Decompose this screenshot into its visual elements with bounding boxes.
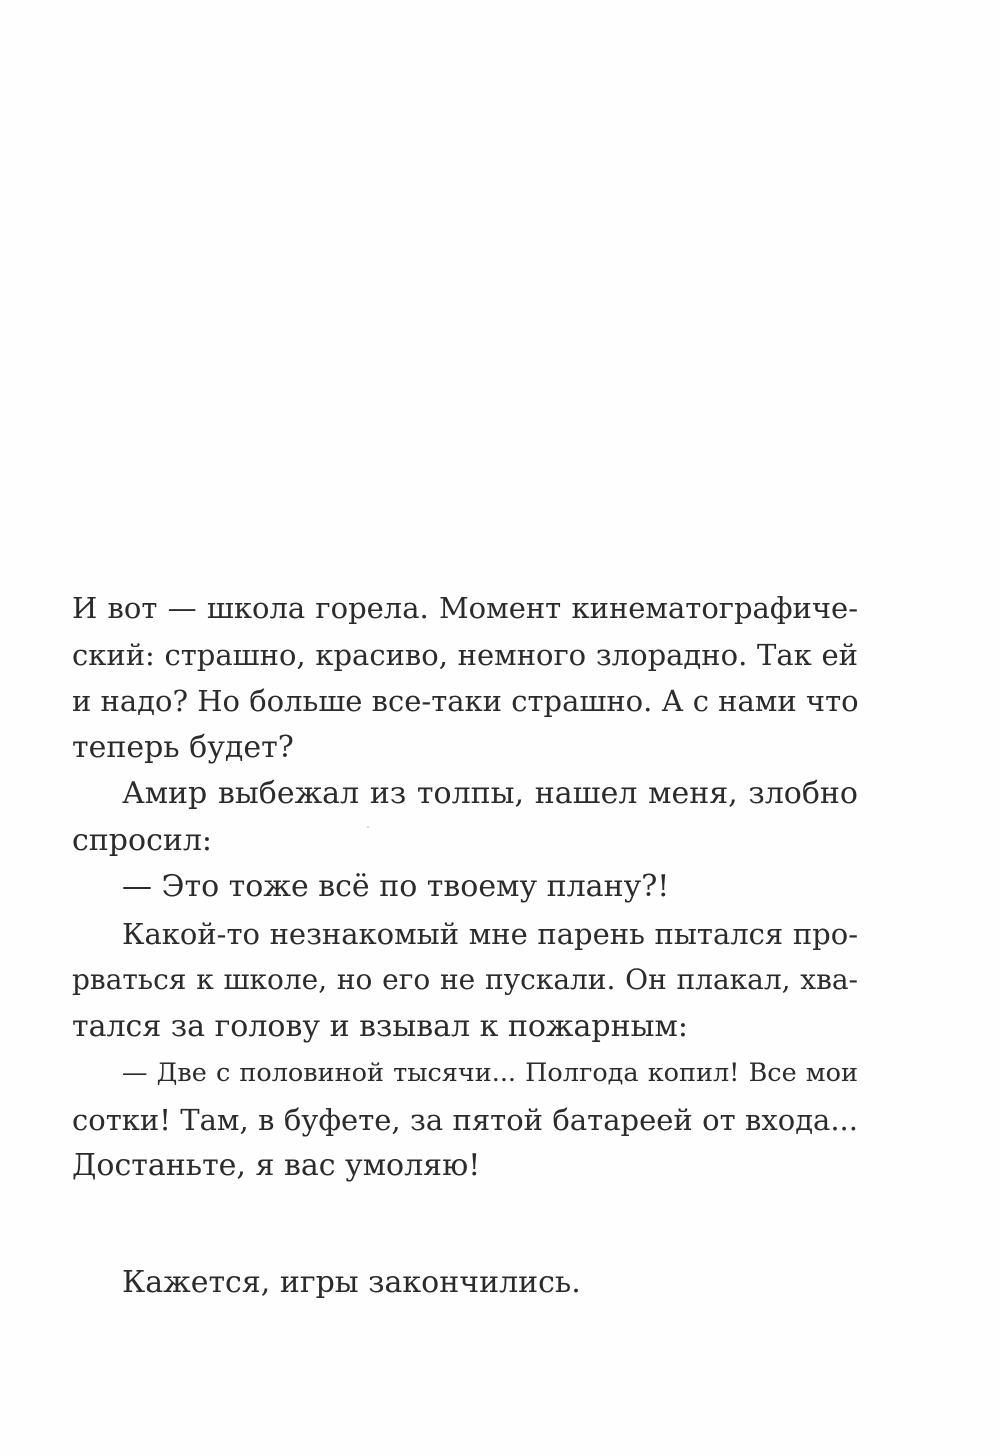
paragraph-1 bbox=[72, 585, 858, 771]
text-line: Достаньте, я вас умоляю! bbox=[72, 1148, 481, 1183]
paragraph-5 bbox=[72, 1050, 858, 1190]
text-line: Амир выбежал из толпы, нашел меня, злобно bbox=[122, 776, 858, 811]
text-line: Какой-то незнакомый мне парень пытался про- bbox=[122, 916, 858, 951]
paragraph-3 bbox=[72, 864, 858, 911]
text-line: сотки! Там, в буфете, за пятой батареей от входа... bbox=[72, 1102, 858, 1137]
text-line: И вот — школа горела. Момент кинематографиче- bbox=[72, 591, 858, 625]
text-line: и надо? Но больше все-таки страшно. А с нами что bbox=[72, 684, 859, 718]
text-line: Кажется, игры закончились. bbox=[122, 1264, 581, 1300]
text-line: рваться к школе, но его не пускали. Он плакал, хва- bbox=[72, 963, 858, 996]
paragraph-4 bbox=[72, 911, 858, 1051]
text-line: — Две с половиной тысячи... Полгода копил! Все мои bbox=[122, 1058, 858, 1088]
paragraph-6 bbox=[72, 1260, 858, 1307]
text-line: спросил: bbox=[72, 822, 213, 858]
text-line: тался за голову и взывал к пожарным: bbox=[72, 1008, 688, 1044]
text-line: теперь будет? bbox=[72, 729, 294, 765]
text-line: ский: страшно, красиво, немного злорадно. Так ей bbox=[72, 637, 858, 672]
text-line: — Это тоже всё по твоему плану?! bbox=[122, 869, 670, 904]
paragraph-2 bbox=[72, 771, 858, 864]
section-gap bbox=[72, 1190, 858, 1260]
body-text bbox=[72, 585, 858, 1306]
